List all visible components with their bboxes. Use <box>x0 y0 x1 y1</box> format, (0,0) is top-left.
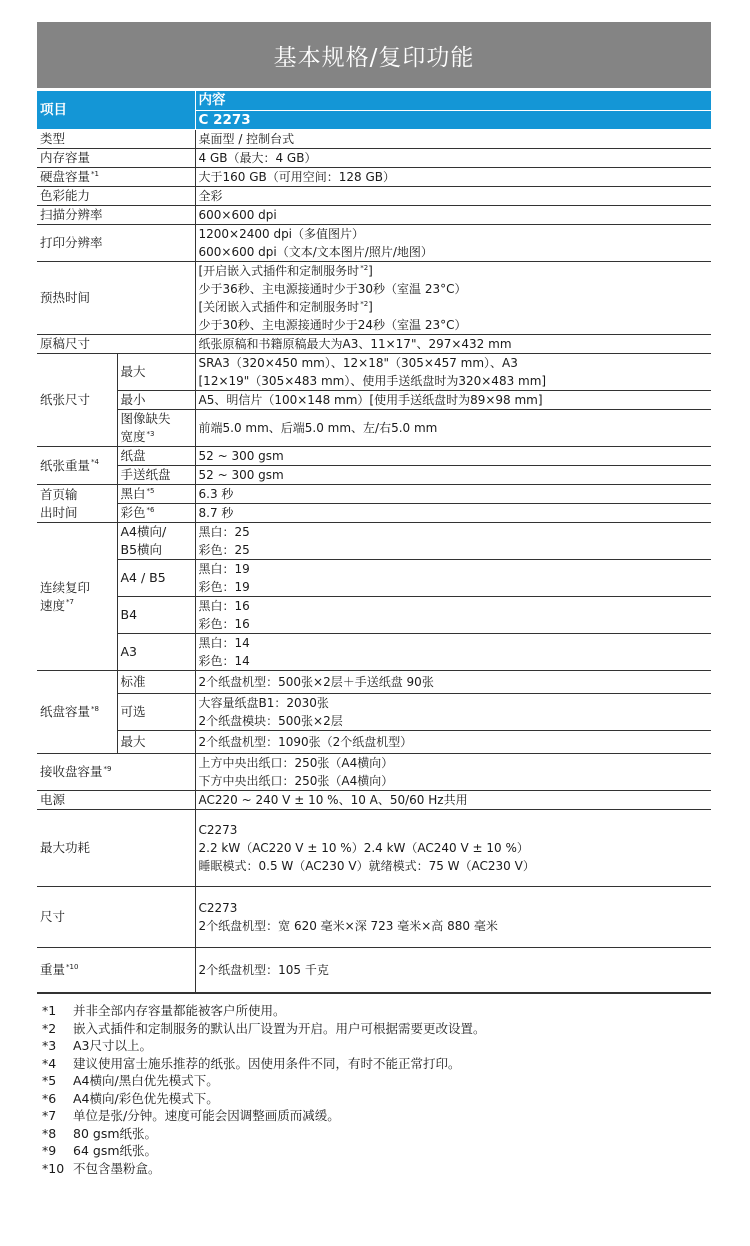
row-label: 硬盘容量$^{*1}$ <box>37 168 195 187</box>
row-value: 黑白：16 彩色：16 <box>195 597 711 634</box>
footnote: *9 64 gsm纸张。 <box>42 1143 158 1158</box>
row-label: 首页输 出时间 <box>37 485 117 523</box>
row-value: 4 GB（最大：4 GB） <box>195 149 711 168</box>
table-row <box>37 754 711 791</box>
row-label: 扫描分辨率 <box>37 206 195 225</box>
row-value: A5、明信片（100×148 mm）[使用手送纸盘时为89×98 mm] <box>195 391 711 410</box>
sub-label: 手送纸盘 <box>117 466 195 485</box>
row-value: 全彩 <box>195 187 711 206</box>
table-row <box>37 130 711 149</box>
row-label: 色彩能力 <box>37 187 195 206</box>
sub-label: 彩色$^{*6}$ <box>117 504 195 523</box>
row-label: 纸盘容量$^{*8}$ <box>37 671 117 754</box>
table-row <box>37 354 711 391</box>
sub-label: B4 <box>117 597 195 634</box>
sub-label: 图像缺失 宽度$^{*3}$ <box>117 410 195 447</box>
row-value: 黑白：14 彩色：14 <box>195 634 711 671</box>
table-row <box>37 262 711 335</box>
footnotes <box>37 1002 711 1177</box>
row-value: 1200×2400 dpi（多值图片） 600×600 dpi（文本/文本图片/照片/地图） <box>195 225 711 262</box>
row-label: 重量$^{*10}$ <box>37 948 195 993</box>
table-row <box>37 485 711 504</box>
footnote: *6 A4横向/彩色优先模式下。 <box>42 1090 219 1106</box>
row-value: 8.7 秒 <box>195 504 711 523</box>
row-label: 最大功耗 <box>37 810 195 887</box>
table-row <box>37 671 711 694</box>
row-label: 尺寸 <box>37 887 195 948</box>
footnote-mark: *1 <box>91 169 99 178</box>
footnote: *10 不包含墨粉盒。 <box>42 1160 161 1176</box>
table-row <box>37 791 711 810</box>
row-label: 纸张重量$^{*4}$ <box>37 447 117 485</box>
row-value: 2个纸盘机型：500张×2层＋手送纸盘 90张 <box>195 671 711 694</box>
row-label: 预热时间 <box>37 262 195 335</box>
footnote: *7 单位是张/分钟。速度可能会因调整画质而减缓。 <box>42 1108 340 1123</box>
row-value: 2个纸盘机型：1090张（2个纸盘机型） <box>195 731 711 754</box>
footnote: *2 嵌入式插件和定制服务的默认出厂设置为开启。用户可根据需要更改设置。 <box>42 1020 486 1036</box>
divider <box>37 993 711 994</box>
row-value: [开启嵌入式插件和定制服务时$^{*2}$] 少于36秒、主电源接通时少于30秒（室温 23°C） [关闭嵌入式插件和定制服务时$^{*2}$] 少于30秒、主电源接通时少于24秒（室温 23°C） <box>195 262 711 335</box>
sub-label: 黑白$^{*5}$ <box>117 485 195 504</box>
row-value: 2个纸盘机型：105 千克 <box>195 948 711 993</box>
table-row <box>37 149 711 168</box>
sub-label: 纸盘 <box>117 447 195 466</box>
row-value: 6.3 秒 <box>195 485 711 504</box>
sub-label: 可选 <box>117 694 195 731</box>
row-value: 纸张原稿和书籍原稿最大为A3、11×17"、297×432 mm <box>195 335 711 354</box>
table-row <box>37 168 711 187</box>
page-title: 基本规格/复印功能 <box>37 22 711 88</box>
sub-label: A4横向/ B5横向 <box>117 523 195 560</box>
row-value: AC220 ~ 240 V ± 10 %、10 A、50/60 Hz共用 <box>195 791 711 810</box>
row-label: 电源 <box>37 791 195 810</box>
row-value: C2273 2.2 kW（AC220 V ± 10 %）2.4 kW（AC240 V ± 10 %） 睡眠模式：0.5 W（AC230 V）就绪模式：75 W（AC230 V） <box>195 810 711 887</box>
sub-label: 标准 <box>117 671 195 694</box>
table-header-row <box>37 91 711 111</box>
table-row <box>37 225 711 262</box>
sub-label: 最大 <box>117 731 195 754</box>
row-value: 大容量纸盘B1：2030张 2个纸盘模块：500张×2层 <box>195 694 711 731</box>
footnote: *8 80 gsm纸张。 <box>42 1125 158 1141</box>
header-content: 内容 <box>195 91 711 111</box>
row-label: 打印分辨率 <box>37 225 195 262</box>
sub-label: 最大 <box>117 354 195 391</box>
row-value: 黑白：25 彩色：25 <box>195 523 711 560</box>
sub-label: 最小 <box>117 391 195 410</box>
row-value: 600×600 dpi <box>195 206 711 225</box>
table-row <box>37 335 711 354</box>
footnote: *5 A4横向/黑白优先模式下。 <box>42 1073 219 1088</box>
table-row <box>37 948 711 993</box>
table-row <box>37 187 711 206</box>
spec-table <box>37 90 711 993</box>
footnote: *3 A3尺寸以上。 <box>42 1038 153 1053</box>
row-label: 接收盘容量$^{*9}$ <box>37 754 195 791</box>
row-label: 原稿尺寸 <box>37 335 195 354</box>
row-label: 类型 <box>37 130 195 149</box>
spec-sheet <box>37 22 711 1177</box>
row-value: 52 ~ 300 gsm <box>195 447 711 466</box>
row-label: 连续复印 速度$^{*7}$ <box>37 523 117 671</box>
row-value: 上方中央出纸口：250张（A4横向） 下方中央出纸口：250张（A4横向） <box>195 754 711 791</box>
footnote: *4 建议使用富士施乐推荐的纸张。因使用条件不同，有时不能正常打印。 <box>42 1055 461 1071</box>
sub-label: A4 / B5 <box>117 560 195 597</box>
table-row <box>37 887 711 948</box>
table-row <box>37 206 711 225</box>
sub-label: A3 <box>117 634 195 671</box>
table-row <box>37 523 711 560</box>
row-value: 前端5.0 mm、后端5.0 mm、左/右5.0 mm <box>195 410 711 447</box>
row-value: C2273 2个纸盘机型：宽 620 毫米×深 723 毫米×高 880 毫米 <box>195 887 711 948</box>
footnote: *1 并非全部内存容量都能被客户所使用。 <box>42 1003 286 1018</box>
table-row <box>37 810 711 887</box>
row-label: 内存容量 <box>37 149 195 168</box>
table-row <box>37 447 711 466</box>
row-value: 大于160 GB（可用空间：128 GB） <box>195 168 711 187</box>
row-label: 纸张尺寸 <box>37 354 117 447</box>
row-value: SRA3（320×450 mm）、12×18"（305×457 mm）、A3 [12×19"（305×483 mm）、使用手送纸盘时为320×483 mm] <box>195 354 711 391</box>
header-item: 项目 <box>37 91 195 130</box>
row-value: 桌面型 / 控制台式 <box>195 130 711 149</box>
row-value: 黑白：19 彩色：19 <box>195 560 711 597</box>
row-value: 52 ~ 300 gsm <box>195 466 711 485</box>
header-model: C 2273 <box>195 110 711 130</box>
